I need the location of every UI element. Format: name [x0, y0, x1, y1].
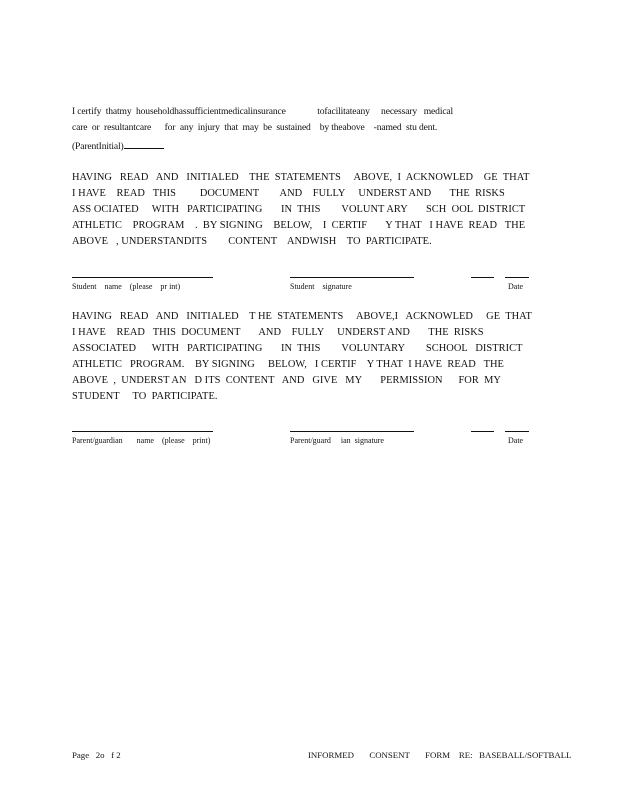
parent-statement-line: ABOVE , UNDERST AN D ITS CONTENT AND GIVE MY PERMISSION FOR MY [72, 375, 501, 386]
student-date-line-2[interactable] [505, 277, 529, 278]
student-name-line[interactable] [72, 277, 213, 278]
form-title-footer: INFORMED CONSENT FORM RE: BASEBALL/SOFTBALL [308, 750, 572, 760]
parent-statement-line: HAVING READ AND INITIALED T HE STATEMENTS ABOVE,I ACKNOWLED GE THAT [72, 311, 532, 322]
parent-statement-line: STUDENT TO PARTICIPATE. [72, 391, 218, 402]
student-date-label: Date [508, 282, 524, 291]
parent-initial-blank[interactable] [124, 138, 164, 149]
student-signature-line[interactable] [290, 277, 414, 278]
student-statement-line: ATHLETIC PROGRAM . BY SIGNING BELOW, I CERTIF Y THAT I HAVE READ THE [72, 220, 526, 231]
student-statement-line: I HAVE READ THIS DOCUMENT AND FULLY UNDERST AND THE RISKS [72, 188, 505, 199]
student-statement-line: ASS OCIATED WITH PARTICIPATING IN THIS VOLUNT ARY SCH OOL DISTRICT [72, 204, 526, 215]
parent-date-line-2[interactable] [505, 431, 529, 432]
parent-initial-row [72, 138, 164, 153]
parent-name-label: Parent/guardian name (please print) [72, 436, 211, 445]
parent-initial-label: (ParentInitial) [72, 141, 124, 152]
student-statement-line: HAVING READ AND INITIALED THE STATEMENTS ABOVE, I ACKNOWLED GE THAT [72, 172, 530, 183]
parent-statement-line: ASSOCIATED WITH PARTICIPATING IN THIS VOLUNTARY SCHOOL DISTRICT [72, 343, 523, 354]
parent-statement-line: ATHLETIC PROGRAM. BY SIGNING BELOW, I CERTIF Y THAT I HAVE READ THE [72, 359, 504, 370]
parent-signature-line[interactable] [290, 431, 414, 432]
student-signature-label: Student signature [290, 282, 352, 291]
student-statement-line: ABOVE , UNDERSTANDITS CONTENT ANDWISH TO PARTICIPATE. [72, 236, 432, 247]
page-number: Page 2o f 2 [72, 750, 121, 760]
parent-name-line[interactable] [72, 431, 213, 432]
insurance-line-1: I certify thatmy householdhassufficientmedicalinsurance tofacilitateany necessary medical [72, 106, 454, 117]
student-name-label: Student name (please pr int) [72, 282, 181, 291]
parent-date-line-1[interactable] [471, 431, 494, 432]
parent-date-label: Date [508, 436, 524, 445]
student-date-line-1[interactable] [471, 277, 494, 278]
parent-statement-line: I HAVE READ THIS DOCUMENT AND FULLY UNDERST AND THE RISKS [72, 327, 484, 338]
parent-signature-label: Parent/guard ian signature [290, 436, 384, 445]
insurance-line-2: care or resultantcare for any injury that may be sustained by theabove -named stu dent. [72, 122, 438, 133]
